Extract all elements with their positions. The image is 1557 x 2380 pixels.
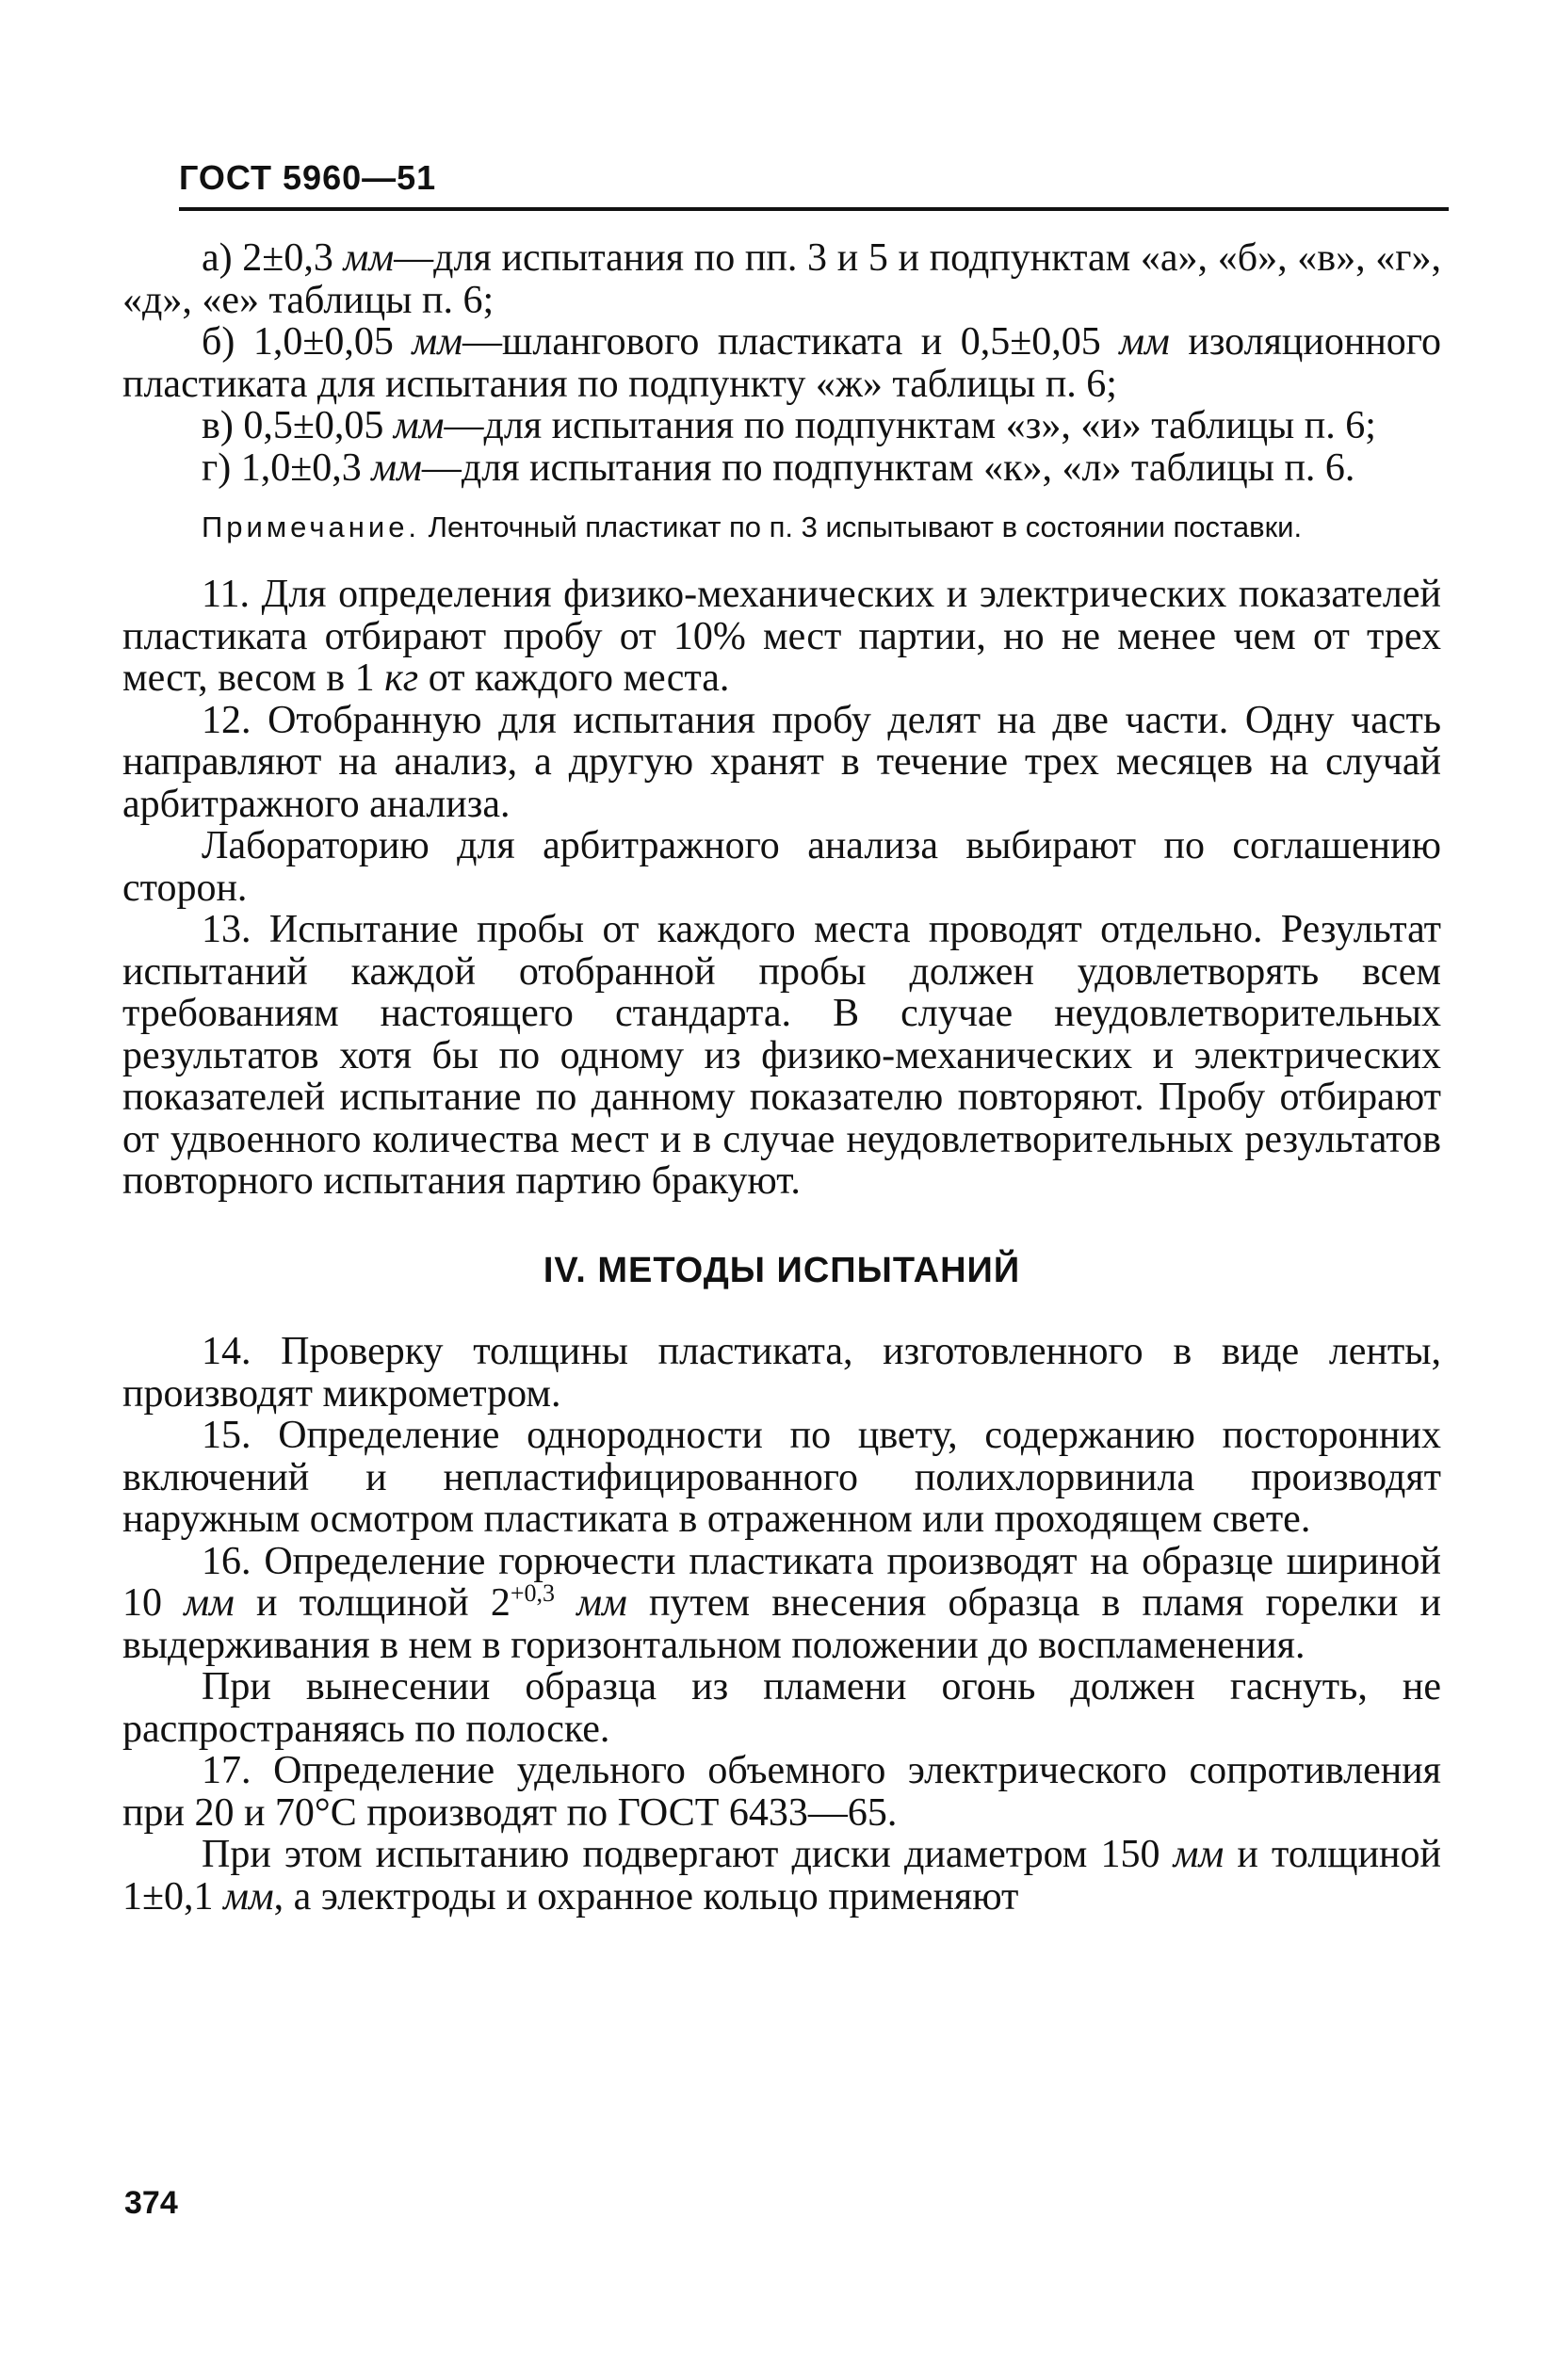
- item-v: в) 0,5±0,05 мм—для испытания по подпунктам «з», «и» таблицы п. 6;: [202, 404, 1376, 447]
- item-g: г) 1,0±0,3 мм—для испытания по подпунктам «к», «л» таблицы п. 6.: [202, 445, 1355, 490]
- header-rule: [179, 207, 1449, 211]
- paragraph-16-continued: При вынесении образца из пламени огонь должен гаснуть, не распространяясь по полоске.: [122, 1665, 1441, 1751]
- note: [122, 510, 1441, 545]
- note-text: Ленточный пластикат по п. 3 испытывают в состоянии поставки.: [420, 510, 1303, 543]
- paragraph-17: 17. Определение удельного объемного электрического сопротивления при 20 и 70°С производят по ГОСТ 6433—65.: [122, 1749, 1441, 1835]
- paragraph-17-continued: При этом испытанию подвергают диски диаметром 150 мм и толщиной 1±0,1 мм, а электроды и охранное кольцо применяют: [122, 1833, 1441, 1919]
- note-label: Примечание.: [202, 510, 421, 543]
- paragraph-16: 16. Определение горючести пластиката производят на образце шириной 10 мм и толщиной $2^{+0,3}$ мм путем внесения образца в пламя горелки и выдерживания в нем в горизонтальном положении до воспламенения.: [122, 1539, 1442, 1667]
- page-number: 374: [124, 2185, 178, 2221]
- paragraph-12-continued: Лабораторию для арбитражного анализа выбирают по соглашению сторон.: [122, 824, 1441, 910]
- page-header: ГОСТ 5960—51: [179, 158, 437, 197]
- paragraph-15: 15. Определение однородности по цвету, содержанию посторонних включений и непластифицированного полихлорвинила производят наружным осмотром пластиката в отраженном или проходящем свете.: [122, 1414, 1441, 1541]
- paragraph-11: 11. Для определения физико-механических и электрических показателей пластиката отбирают пробу от 10% мест партии, но не менее чем от трех мест, весом в 1 кг от каждого места.: [122, 573, 1441, 700]
- document-body: [122, 237, 1441, 1918]
- section-title: IV. МЕТОДЫ ИСПЫТАНИЙ: [543, 1250, 1021, 1290]
- paragraph-14: 14. Проверку толщины пластиката, изготовленного в виде ленты, производят микрометром.: [122, 1330, 1441, 1416]
- item-a: а) 2±0,3 мм—для испытания по пп. 3 и 5 и подпунктам «а», «б», «в», «г», «д», «е» таблицы п. 6;: [122, 236, 1442, 322]
- paragraph-13: 13. Испытание пробы от каждого места проводят отдельно. Результат испытаний каждой отобранной пробы должен удовлетворять всем требованиям настоящего стандарта. В случае неудовлетворительных результатов хотя бы по одному из физико-механических и электрических показателей испытание по данному показателю повторяют. Пробу отбирают от удвоенного количества мест и в случае неудовлетворительных результатов повторного испытания партию бракуют.: [122, 908, 1441, 1203]
- item-b: б) 1,0±0,05 мм—шлангового пластиката и 0,5±0,05 мм изоляционного пластиката для испытания по подпункту «ж» таблицы п. 6;: [122, 320, 1441, 406]
- paragraph-12: 12. Отобранную для испытания пробу делят на две части. Одну часть направляют на анализ, а другую хранят в течение трех месяцев на случай арбитражного анализа.: [122, 698, 1441, 826]
